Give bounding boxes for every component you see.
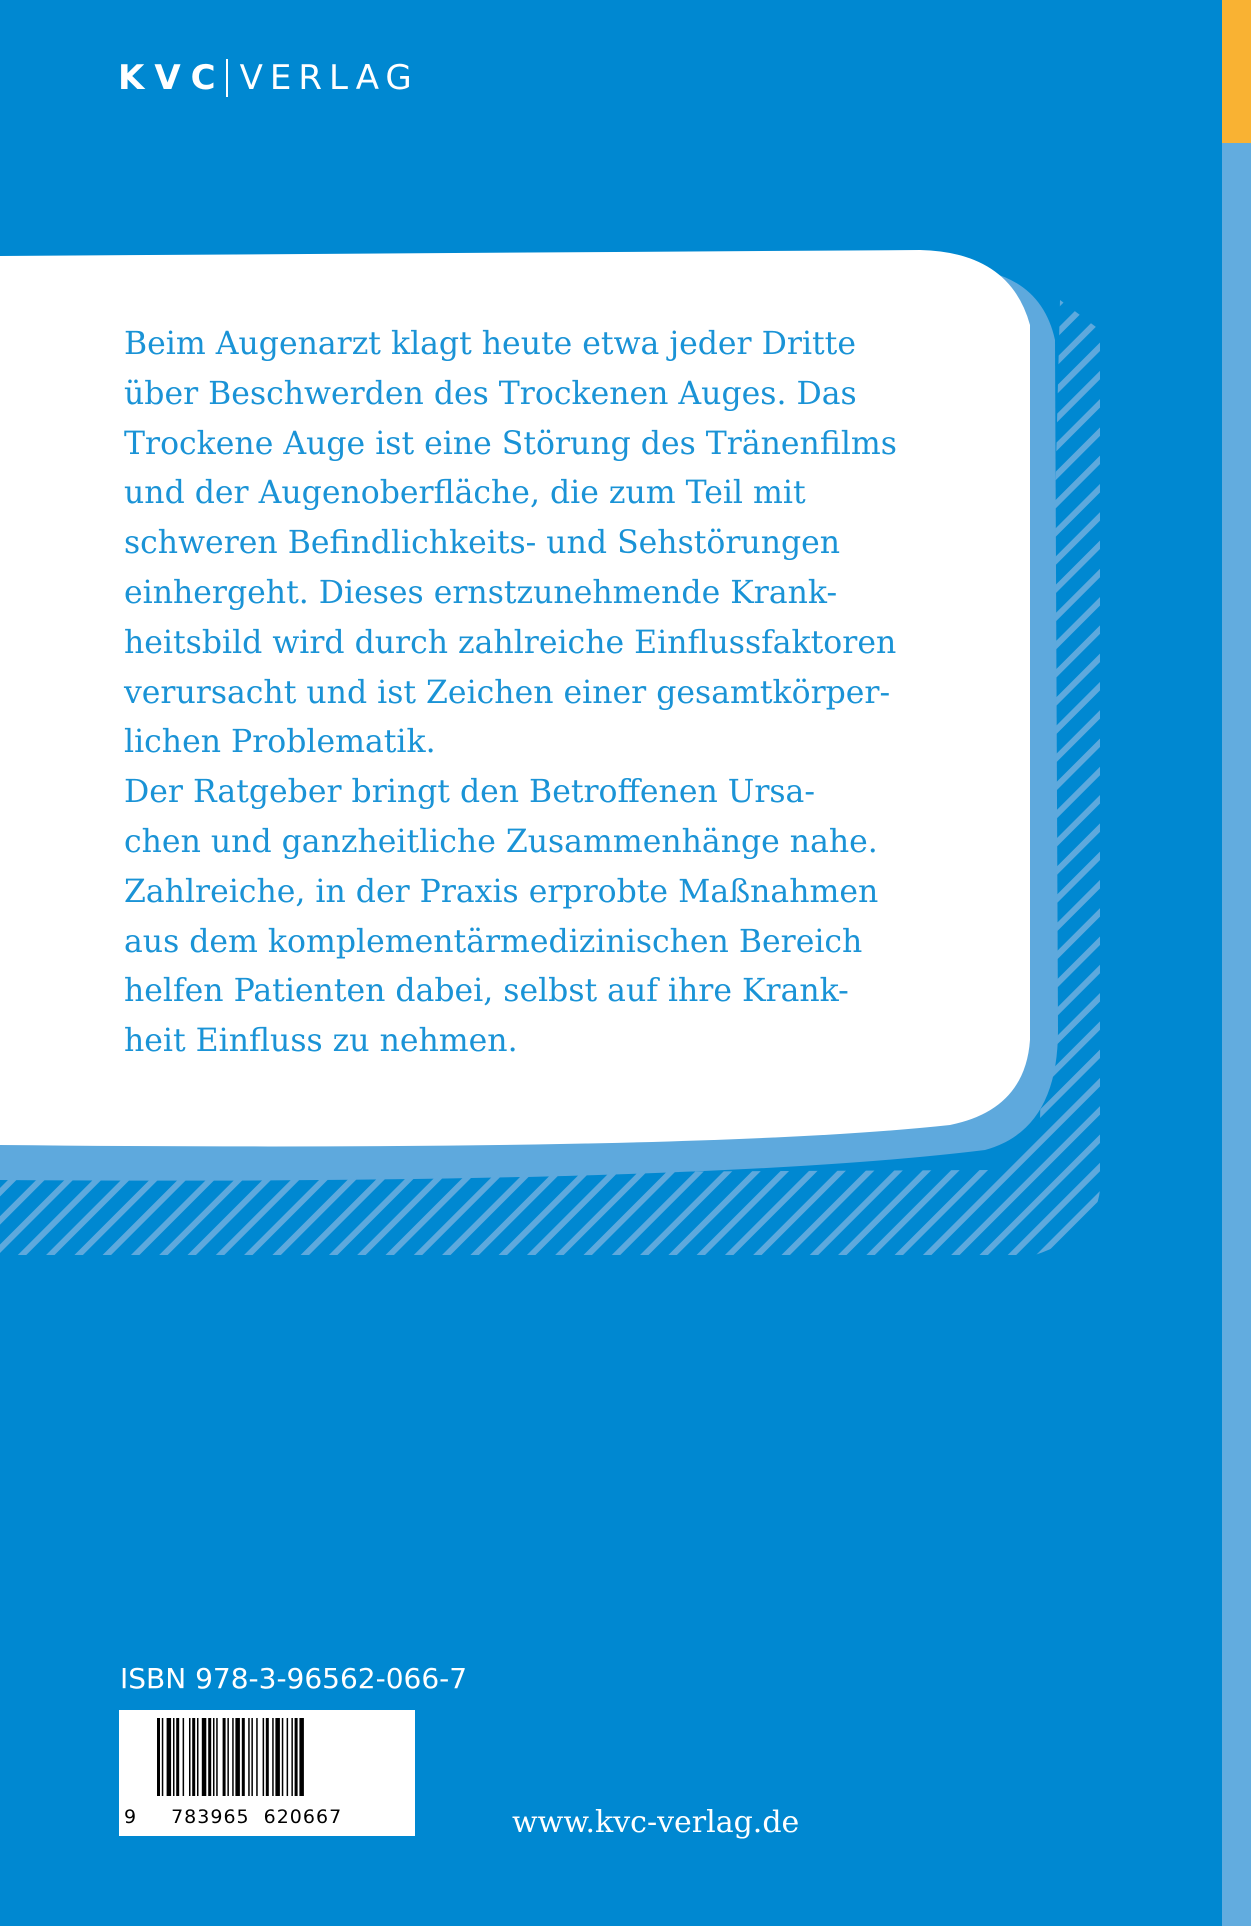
blurb-line: Der Ratgeber bringt den Betroffenen Ursa- bbox=[124, 774, 815, 811]
blurb-line: und der Augenoberfläche, die zum Teil mit bbox=[124, 475, 806, 512]
blurb-line: heitsbild wird durch zahlreiche Einflussfaktoren bbox=[124, 624, 897, 661]
barcode-bar bbox=[227, 1718, 229, 1796]
blurb-line: Beim Augenarzt klagt heute etwa jeder Dritte bbox=[124, 326, 856, 362]
barcode-bar bbox=[295, 1718, 298, 1796]
barcode-bar bbox=[216, 1718, 218, 1796]
barcode-bar bbox=[183, 1718, 185, 1796]
blurb-line: Zahlreiche, in der Praxis erprobte Maßnahmen bbox=[124, 873, 879, 910]
barcode-bar bbox=[208, 1718, 211, 1796]
blurb-line: heit Einfluss zu nehmen. bbox=[124, 1023, 518, 1060]
blurb-line: schweren Befindlichkeits- und Sehstörungen bbox=[124, 525, 841, 562]
barcode-bar bbox=[167, 1718, 172, 1796]
blurb-line: Trockene Auge ist eine Störung des Tränenfilms bbox=[124, 425, 897, 462]
blurb-line: verursacht und ist Zeichen einer gesamtkörper- bbox=[124, 674, 891, 711]
barcode-bar bbox=[282, 1718, 284, 1796]
barcode-digits-right: 620667 bbox=[263, 1806, 343, 1828]
barcode-bar bbox=[291, 1718, 293, 1796]
publisher-website[interactable]: www.kvc-verlag.de bbox=[512, 1805, 800, 1840]
barcode-bar bbox=[157, 1718, 160, 1796]
blurb-line: helfen Patienten dabei, selbst auf ihre Krank- bbox=[124, 973, 849, 1010]
barcode-bar bbox=[275, 1718, 280, 1796]
blurb-line: lichen Problematik. bbox=[124, 724, 436, 761]
barcode-bar bbox=[235, 1718, 240, 1796]
publisher-name-light: VERLAG bbox=[239, 58, 419, 98]
barcode-digits bbox=[124, 1806, 342, 1828]
book-blurb bbox=[124, 320, 1004, 1067]
barcode-bar bbox=[197, 1718, 199, 1796]
barcode-bar bbox=[202, 1718, 207, 1796]
barcode-bar bbox=[232, 1718, 234, 1796]
barcode-bar bbox=[287, 1718, 289, 1796]
barcode-bar bbox=[248, 1718, 250, 1796]
barcode-bar bbox=[251, 1718, 253, 1796]
barcode-bar bbox=[299, 1718, 304, 1796]
blurb-line: einhergeht. Dieses ernstzunehmende Krank- bbox=[124, 574, 838, 611]
blurb-line: aus dem komplementärmedizinischen Bereich bbox=[124, 923, 863, 960]
barcode-digit-first: 9 bbox=[124, 1806, 138, 1828]
isbn-number: ISBN 978-3-96562-066-7 bbox=[120, 1662, 468, 1695]
barcode-bar bbox=[272, 1718, 274, 1796]
barcode-bar bbox=[242, 1718, 245, 1796]
barcode-bar bbox=[223, 1718, 226, 1796]
barcode-bar bbox=[176, 1718, 179, 1796]
blurb-line: chen und ganzheitliche Zusammenhänge nahe. bbox=[124, 823, 878, 860]
barcode-bar bbox=[263, 1718, 265, 1796]
barcode-digits-left: 783965 bbox=[171, 1806, 250, 1828]
barcode-bar bbox=[192, 1718, 195, 1796]
publisher-name-bold: KVC bbox=[118, 58, 226, 98]
barcode-bar bbox=[173, 1718, 175, 1796]
barcode-bar bbox=[266, 1718, 269, 1796]
blurb-line: über Beschwerden des Trockenen Auges. Das bbox=[124, 375, 857, 412]
barcode-bar bbox=[189, 1718, 191, 1796]
barcode-bar bbox=[256, 1718, 258, 1796]
barcode-bar bbox=[213, 1718, 215, 1796]
barcode-bar bbox=[162, 1718, 164, 1796]
